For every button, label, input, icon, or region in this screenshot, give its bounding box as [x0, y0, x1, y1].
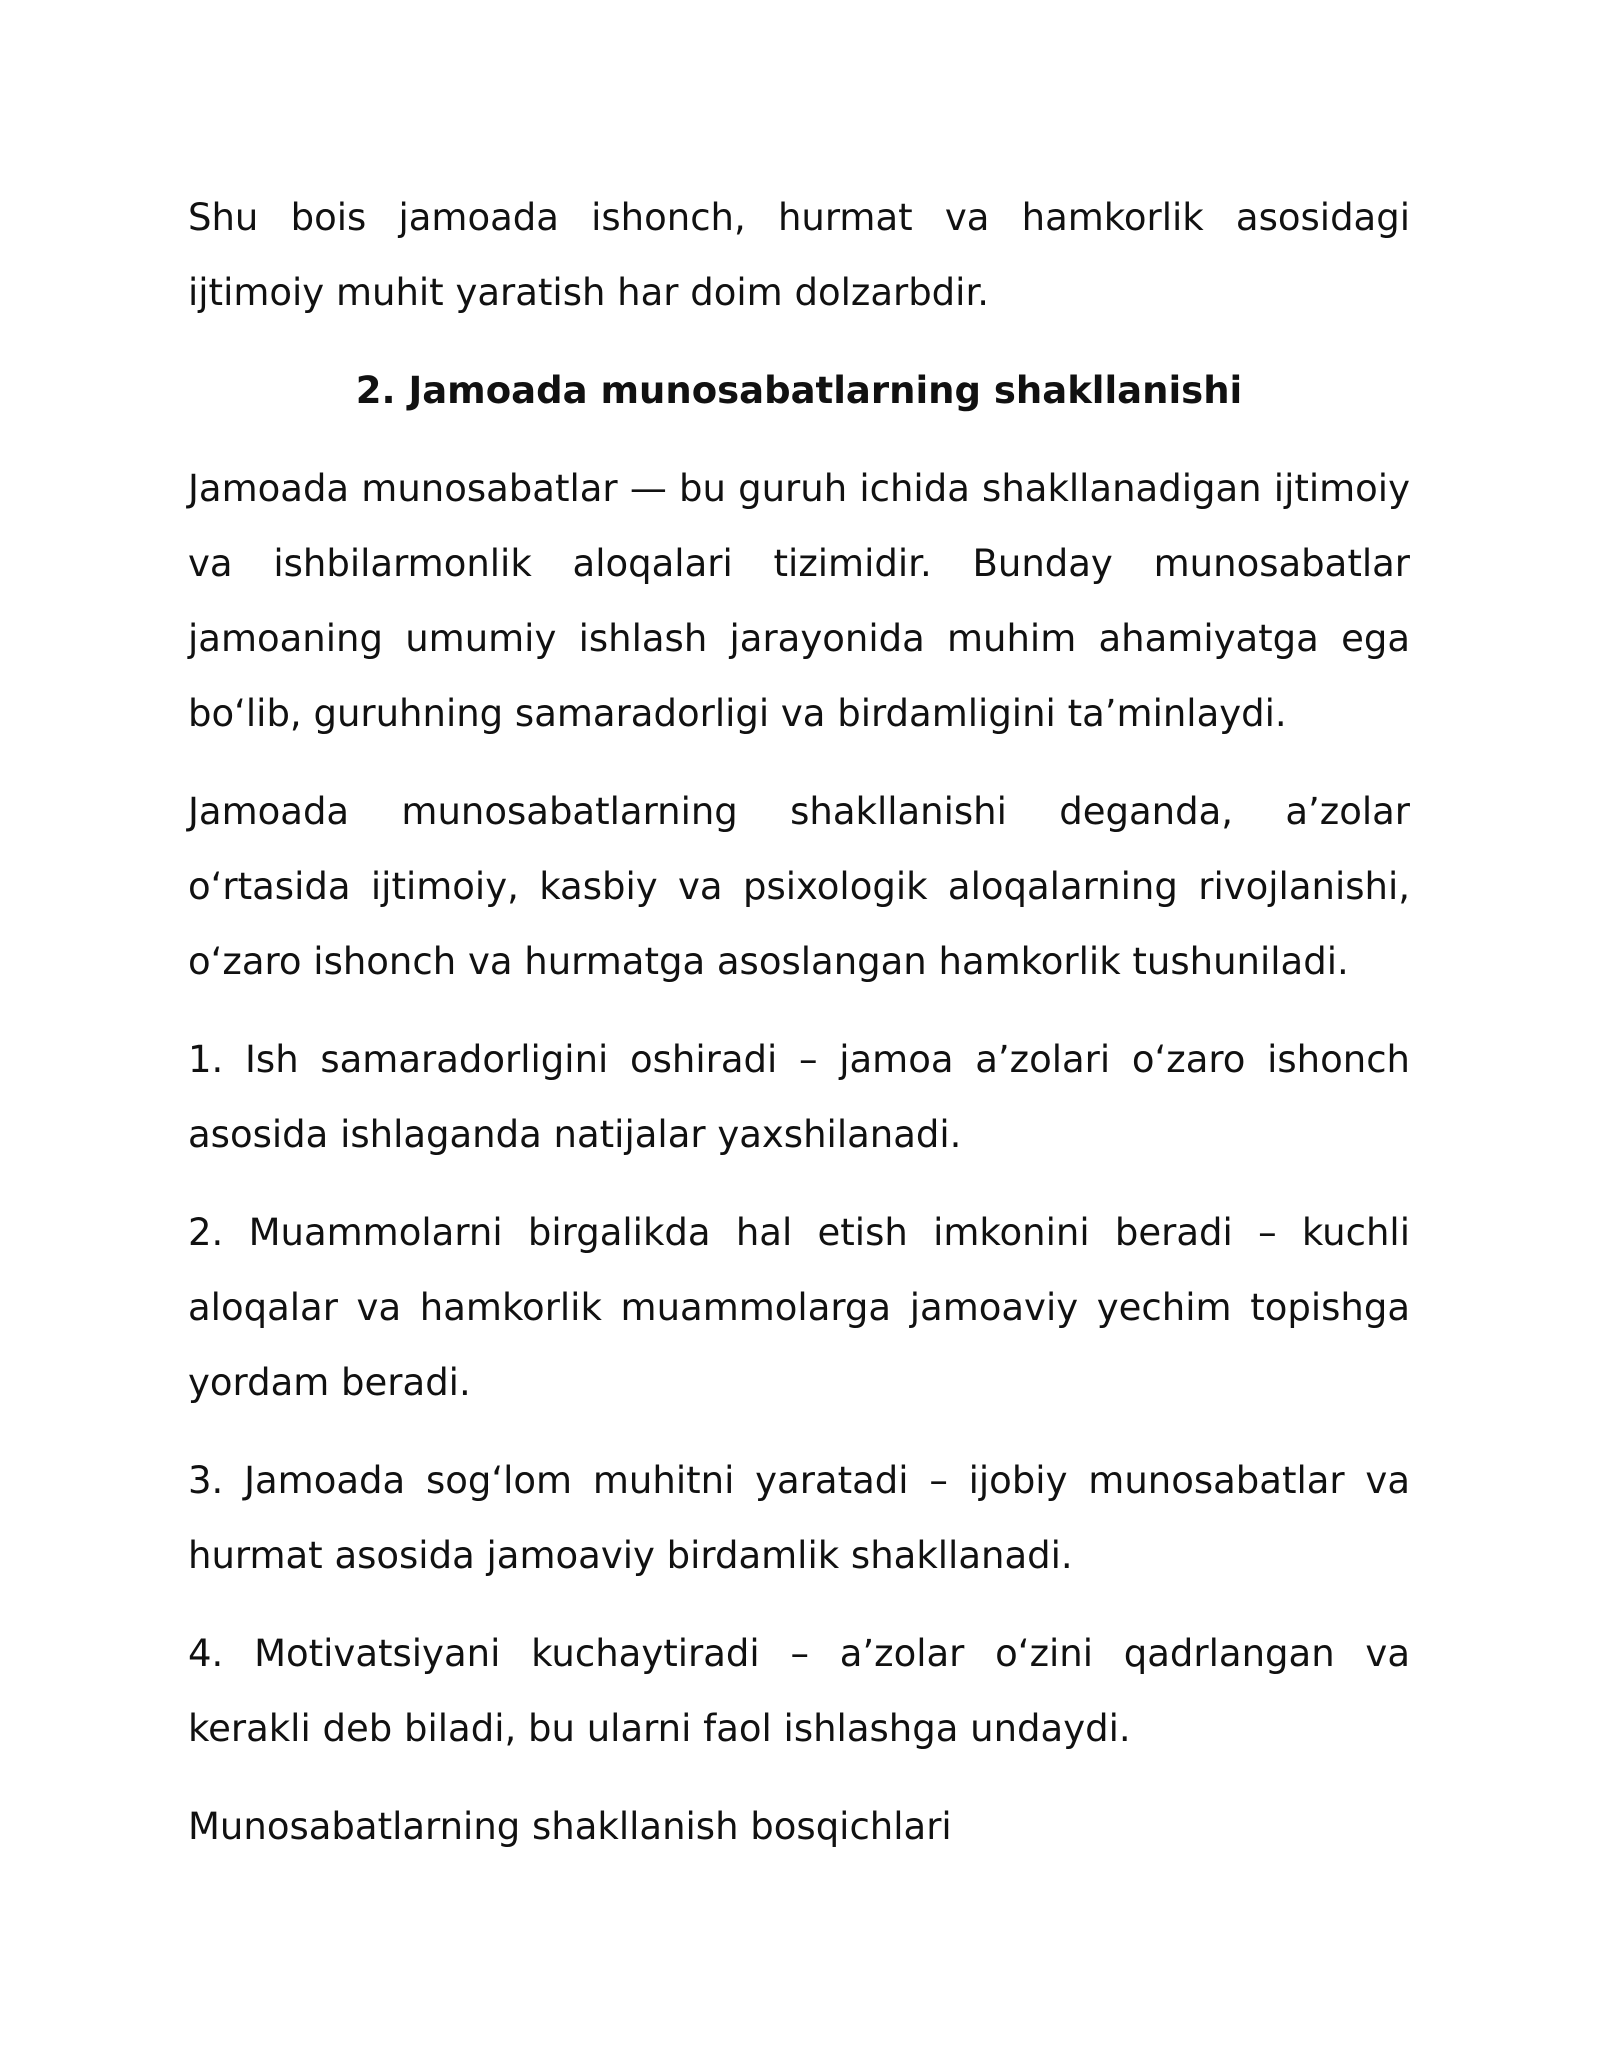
body-paragraph: Jamoada munosabatlarning shakllanishi deganda, a’zolar o‘rtasida ijtimoiy, kasbiy va psixologik aloqalarning rivojlanishi, o‘zaro ishonch va hurmatga asoslangan hamkorlik tushuniladi. — [188, 790, 1410, 983]
list-item: 4. Motivatsiyani kuchaytiradi – a’zolar o‘zini qadrlangan va kerakli deb biladi, bu ularni faol ishlashga undaydi. — [188, 1632, 1410, 1750]
body-paragraph: Jamoada munosabatlar — bu guruh ichida shakllanadigan ijtimoiy va ishbilarmonlik aloqalari tizimidir. Bunday munosabatlar jamoaning umumiy ishlash jarayonida muhim ahamiyatga ega bo‘lib, guruhning samaradorligi va birdamligini ta’minlaydi. — [188, 467, 1410, 735]
intro-paragraph: Shu bois jamoada ishonch, hurmat va hamkorlik asosidagi ijtimoiy muhit yaratish har doim dolzarbdir. — [188, 196, 1410, 314]
section-heading: 2. Jamoada munosabatlarning shakllanishi — [355, 369, 1243, 412]
list-item: 1. Ish samaradorligini oshiradi – jamoa a’zolari o‘zaro ishonch asosida ishlaganda natijalar yaxshilanadi. — [188, 1038, 1410, 1156]
list-item: 2. Muammolarni birgalikda hal etish imkonini beradi – kuchli aloqalar va hamkorlik muammolarga jamoaviy yechim topishga yordam beradi. — [188, 1211, 1410, 1404]
closing-line: Munosabatlarning shakllanish bosqichlari — [188, 1805, 952, 1848]
list-item: 3. Jamoada sog‘lom muhitni yaratadi – ijobiy munosabatlar va hurmat asosida jamoaviy birdamlik shakllanadi. — [188, 1459, 1410, 1577]
document-page — [188, 180, 1410, 1887]
